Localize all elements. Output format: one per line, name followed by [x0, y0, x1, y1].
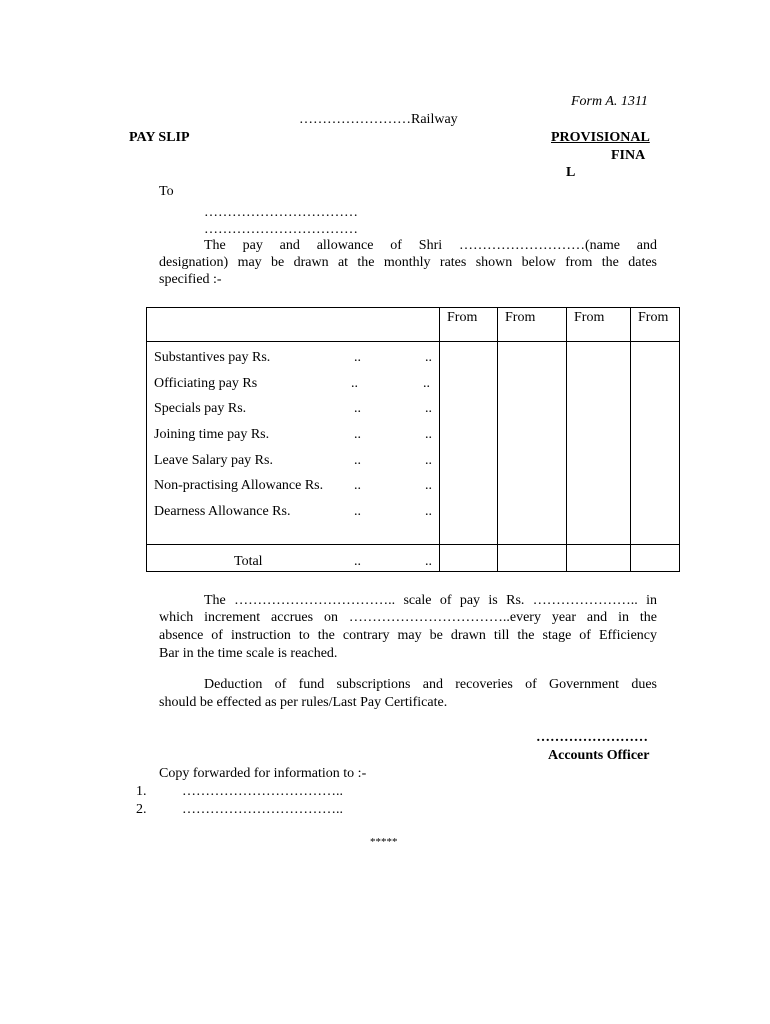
copy-item-number: 1.	[136, 784, 147, 799]
row-dots: ..	[354, 504, 361, 519]
row-dots: ..	[425, 478, 432, 493]
row-label: Substantives pay Rs.	[154, 350, 271, 365]
row-dots: ..	[425, 453, 432, 468]
total-dots: ..	[354, 554, 361, 569]
row-dots: ..	[425, 401, 432, 416]
table-row	[154, 478, 323, 494]
copy-heading: Copy forwarded for information to :-	[159, 766, 367, 781]
intro-line-2: designation) may be drawn at the monthly rates shown below from the dates	[159, 255, 657, 270]
status-final-part2: L	[566, 165, 576, 180]
pay-table	[146, 307, 680, 572]
total-cell-col-4	[631, 545, 680, 572]
to-label: To	[159, 184, 174, 199]
railway-line: ……………………Railway	[299, 112, 458, 127]
row-dots: ..	[425, 504, 432, 519]
row-dots: ..	[354, 478, 361, 493]
total-cell-col-1	[440, 545, 498, 572]
items-label-cell	[147, 342, 440, 545]
row-dots: ..	[354, 427, 361, 442]
row-dots: ..	[423, 376, 430, 391]
row-label: Officiating pay Rs	[154, 376, 258, 391]
value-cell-col-4	[631, 342, 680, 545]
value-cell-col-3	[567, 342, 631, 545]
total-cell-col-3	[567, 545, 631, 572]
end-marker: *****	[370, 836, 398, 848]
row-dots: ..	[354, 350, 361, 365]
table-row	[154, 427, 269, 443]
scale-line-2: which increment accrues on ……………………………..every year and in the	[159, 610, 657, 625]
items-row	[147, 342, 680, 545]
table-row	[154, 453, 273, 469]
row-label: Non-practising Allowance Rs.	[154, 478, 324, 493]
address-line-2: ……………………………	[204, 222, 358, 237]
copy-item-text: ……………………………..	[182, 784, 343, 799]
row-dots: ..	[351, 376, 358, 391]
table-row	[154, 401, 246, 417]
row-label: Specials pay Rs.	[154, 401, 247, 416]
form-number: Form A. 1311	[571, 94, 648, 109]
intro-line-1: The pay and allowance of Shri ………………………(name and	[204, 238, 657, 253]
row-label: Dearness Allowance Rs.	[154, 504, 291, 519]
scale-line-1: The …………………………….. scale of pay is Rs. ………………….. in	[204, 593, 657, 608]
total-row	[147, 545, 680, 572]
intro-line-3: specified :-	[159, 272, 222, 287]
page-title: PAY SLIP	[129, 130, 190, 145]
table-header-row	[147, 308, 680, 342]
row-dots: ..	[354, 401, 361, 416]
status-final-part1: FINA	[611, 148, 646, 163]
table-row	[154, 350, 270, 366]
signature-line: ……………………	[536, 730, 648, 745]
row-dots: ..	[425, 350, 432, 365]
copy-item-text: ……………………………..	[182, 802, 343, 817]
row-dots: ..	[425, 427, 432, 442]
status-provisional: PROVISIONAL	[551, 130, 650, 145]
header-blank-cell	[147, 308, 440, 342]
header-from-2: From	[498, 308, 567, 342]
header-from-4: From	[631, 308, 680, 342]
header-from-1: From	[440, 308, 498, 342]
table-row	[154, 376, 257, 392]
deduction-line-2: should be effected as per rules/Last Pay Certificate.	[159, 695, 448, 710]
total-label-cell	[147, 545, 440, 572]
total-cell-col-2	[498, 545, 567, 572]
value-cell-col-1	[440, 342, 498, 545]
row-dots: ..	[354, 453, 361, 468]
row-label: Leave Salary pay Rs.	[154, 453, 273, 468]
header-from-3: From	[567, 308, 631, 342]
value-cell-col-2	[498, 342, 567, 545]
address-line-1: ……………………………	[204, 205, 358, 220]
copy-item-number: 2.	[136, 802, 147, 817]
total-dots: ..	[425, 554, 432, 569]
deduction-line-1: Deduction of fund subscriptions and recoveries of Government dues	[204, 677, 657, 692]
row-label: Joining time pay Rs.	[154, 427, 270, 442]
table-row	[154, 504, 290, 520]
scale-line-3: absence of instruction to the contrary may be drawn till the stage of Efficiency	[159, 628, 657, 643]
signature-title: Accounts Officer	[548, 748, 650, 763]
total-label: Total	[234, 554, 263, 569]
scale-line-4: Bar in the time scale is reached.	[159, 646, 338, 661]
